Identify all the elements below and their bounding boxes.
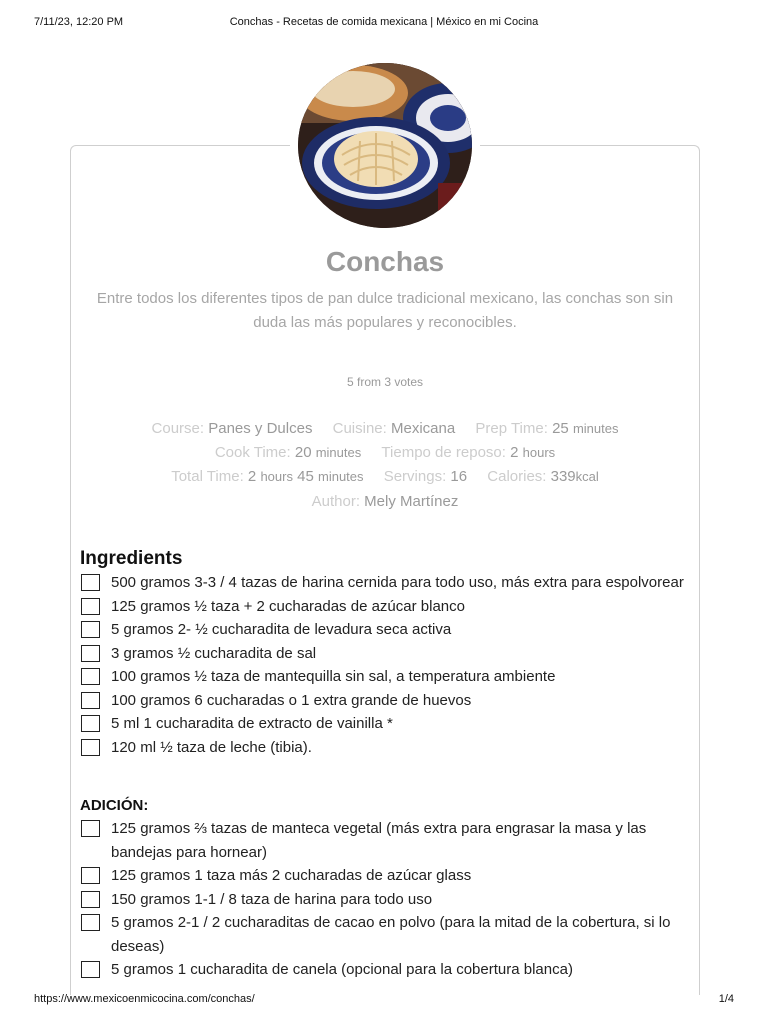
ingredient-text: 100 gramos 6 cucharadas o 1 extra grande de huevos	[111, 691, 472, 709]
ingredient-checkbox[interactable]	[81, 867, 100, 884]
meta-row-2	[70, 444, 700, 461]
ingredient-item	[80, 689, 690, 713]
ingredient-item	[80, 571, 690, 595]
meta-row-4	[70, 493, 700, 510]
ingredient-text: 500 gramos 3-3 / 4 tazas de harina cernida para todo uso, más extra para espolvorear	[111, 574, 684, 591]
meta-cook-time: Cook Time: 20 minutes	[214, 444, 362, 461]
ingredient-item	[80, 712, 690, 736]
ingredient-text: 5 gramos 2-1 / 2 cucharaditas de cacao en polvo (para la mitad de la cobertura, si lo deseas)	[111, 914, 671, 955]
addition-ingredients-list	[80, 817, 690, 982]
ingredient-checkbox[interactable]	[81, 645, 100, 662]
ingredients-heading: Ingredients	[80, 548, 183, 569]
conchas-photo-illustration	[298, 63, 472, 228]
recipe-summary: Entre todos los diferentes tipos de pan dulce tradicional mexicano, las conchas son sin duda las más populares y reconocibles.	[96, 290, 674, 331]
meta-author: Author: Mely Martínez	[311, 493, 459, 510]
ingredient-item	[80, 911, 690, 958]
recipe-photo	[298, 63, 472, 228]
ingredient-checkbox[interactable]	[81, 891, 100, 908]
ingredient-item	[80, 618, 690, 642]
recipe-title: Conchas	[325, 246, 445, 277]
ingredient-item	[80, 864, 690, 888]
meta-calories: Calories: 339kcal	[487, 468, 599, 485]
ingredient-text: 100 gramos ½ taza de mantequilla sin sal, a temperatura ambiente	[111, 668, 556, 685]
ingredient-text: 120 ml ½ taza de leche (tibia).	[111, 738, 312, 756]
ingredient-text: 125 gramos 1 taza más 2 cucharadas de azúcar glass	[111, 867, 472, 884]
ingredient-text: 3 gramos ½ cucharadita de sal	[111, 644, 317, 662]
ingredient-item	[80, 958, 690, 982]
ingredient-item	[80, 665, 690, 689]
ingredient-item	[80, 817, 690, 864]
print-page-number: 1/4	[718, 993, 734, 1005]
print-date: 7/11/23, 12:20 PM	[34, 16, 124, 28]
ingredient-checkbox[interactable]	[81, 739, 100, 756]
meta-row-1	[70, 420, 700, 437]
ingredient-item	[80, 888, 690, 912]
course-link[interactable]: Panes y Dulces	[208, 420, 313, 437]
ingredient-item	[80, 736, 690, 760]
ingredients-list	[80, 571, 690, 759]
print-url: https://www.mexicoenmicocina.com/conchas/	[34, 993, 255, 1005]
ingredient-item	[80, 642, 690, 666]
ingredient-checkbox[interactable]	[81, 715, 100, 732]
ingredient-checkbox[interactable]	[81, 668, 100, 685]
meta-total-time: Total Time: 2 hours 45 minutes	[171, 468, 364, 485]
ingredient-checkbox[interactable]	[81, 820, 100, 837]
ingredient-checkbox[interactable]	[81, 692, 100, 709]
ingredient-text: 5 ml 1 cucharadita de extracto de vainilla *	[111, 715, 393, 732]
meta-cuisine: Cuisine: Mexicana	[332, 420, 456, 437]
ingredient-checkbox[interactable]	[81, 621, 100, 638]
ingredient-checkbox[interactable]	[81, 574, 100, 591]
ingredient-checkbox[interactable]	[81, 961, 100, 978]
addition-heading: ADICIÓN:	[80, 797, 149, 814]
ingredient-item	[80, 595, 690, 619]
ingredient-checkbox[interactable]	[81, 598, 100, 615]
author-link[interactable]: Mely Martínez	[364, 493, 459, 510]
ingredient-text: 150 gramos 1-1 / 8 taza de harina para todo uso	[111, 890, 433, 908]
meta-rest-time: Tiempo de reposo: 2 hours	[381, 444, 556, 461]
ingredient-text: 125 gramos ⅔ tazas de manteca vegetal (más extra para engrasar la masa y las bandejas para hornear)	[111, 820, 647, 861]
meta-course: Course: Panes y Dulces	[151, 420, 313, 437]
print-header	[34, 16, 734, 30]
print-footer	[34, 993, 734, 1007]
ingredient-text: 5 gramos 1 cucharadita de canela (opcional para la cobertura blanca)	[111, 961, 573, 978]
meta-servings: Servings: 16	[383, 468, 468, 485]
recipe-rating: 5 from 3 votes	[346, 375, 424, 389]
meta-prep-time: Prep Time: 25 minutes	[475, 420, 619, 437]
cuisine-link[interactable]: Mexicana	[391, 420, 456, 437]
ingredient-text: 5 gramos 2- ½ cucharadita de levadura seca activa	[111, 621, 452, 638]
ingredient-checkbox[interactable]	[81, 914, 100, 931]
print-page-title: Conchas - Recetas de comida mexicana | México en mi Cocina	[229, 16, 539, 28]
ingredient-text: 125 gramos ½ taza + 2 cucharadas de azúcar blanco	[111, 597, 465, 615]
meta-row-3	[70, 468, 700, 485]
